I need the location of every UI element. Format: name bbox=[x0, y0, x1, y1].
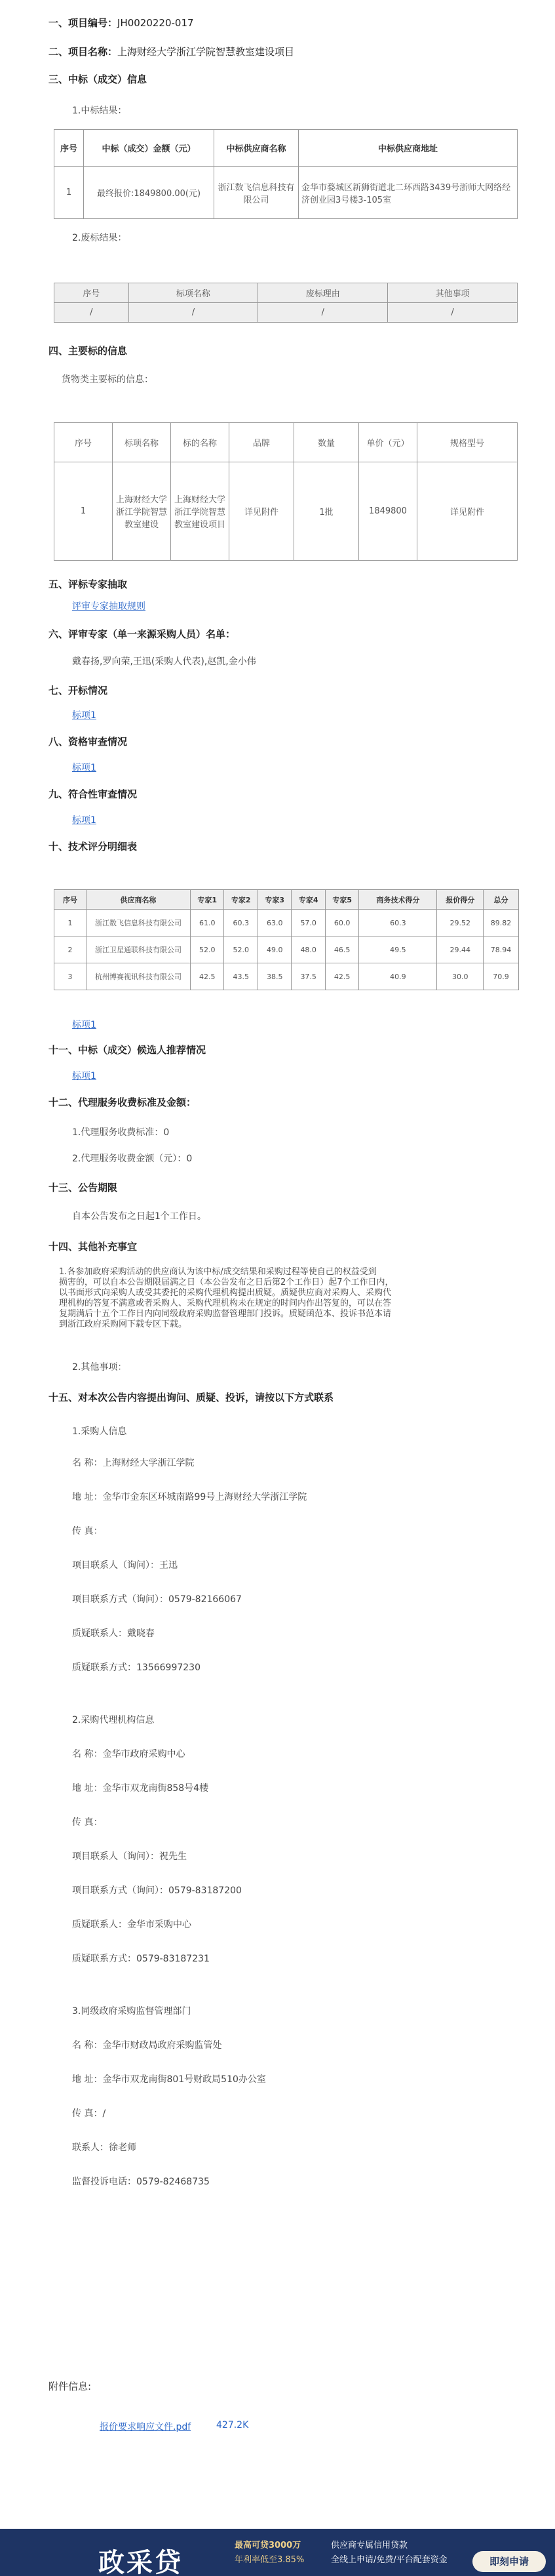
banner-promo-line: 年利率低至3.85% bbox=[235, 2555, 305, 2565]
section-5-heading: 五、评标专家抽取 bbox=[48, 578, 128, 590]
score-header-e4: 专家4 bbox=[292, 890, 325, 910]
promo-banner[interactable] bbox=[0, 2529, 555, 2576]
score-cell: 30.0 bbox=[437, 963, 484, 990]
contact-line: 项目联系人（询问）：王迅 bbox=[72, 1560, 178, 1571]
goods-header-seq: 序号 bbox=[54, 423, 113, 462]
score-cell: 38.5 bbox=[258, 963, 291, 990]
section-14-heading: 十四、其他补充事宜 bbox=[48, 1241, 138, 1253]
score-cell: 46.5 bbox=[325, 936, 358, 963]
award-cell-amount: 最终报价:1849800.00(元) bbox=[84, 167, 214, 219]
award-cell-seq: 1 bbox=[54, 167, 84, 219]
score-header-e2: 专家2 bbox=[224, 890, 258, 910]
contact-line: 项目联系方式（询问）：0579-82166067 bbox=[72, 1594, 242, 1605]
score-cell: 60.3 bbox=[359, 910, 437, 936]
section-10-heading: 十、技术评分明细表 bbox=[48, 841, 138, 853]
score-cell: 70.9 bbox=[484, 963, 519, 990]
attachment-file-link[interactable]: 报价要求响应文件.pdf bbox=[100, 2422, 191, 2432]
award-header-supplier: 中标供应商名称 bbox=[214, 130, 299, 167]
score-cell: 61.0 bbox=[191, 910, 224, 936]
goods-header-brand: 品牌 bbox=[229, 423, 294, 462]
fail-cell-reason: / bbox=[258, 303, 388, 323]
complaint-line: 以书面形式向采购人或受其委托的采购代理机构提出质疑。质疑供应商对采购人、采购代 bbox=[59, 1288, 392, 1298]
complaint-line: 损害的，可以自本公告期限届满之日（本公告发布之日后第2个工作日）起7个工作日内， bbox=[59, 1278, 394, 1287]
score-cell: 43.5 bbox=[224, 963, 258, 990]
score-cell: 3 bbox=[54, 963, 86, 990]
contact-line: 项目联系方式（询问）：0579-83187200 bbox=[72, 1885, 242, 1896]
goods-cell-price: 1849800 bbox=[359, 462, 417, 561]
score-cell: 60.0 bbox=[325, 910, 358, 936]
other-matters: 2.其他事项： bbox=[72, 1362, 127, 1373]
compliance-item-link[interactable]: 标项1 bbox=[72, 815, 96, 826]
score-cell: 29.44 bbox=[437, 936, 484, 963]
score-cell: 42.5 bbox=[325, 963, 358, 990]
banner-promo-line: 全线上申请/免费/平台配套资金 bbox=[331, 2555, 448, 2565]
fee-standard: 1.代理服务收费标准：0 bbox=[72, 1127, 170, 1138]
complaint-line: 理机构的答复不满意或者采购人、采购代理机构未在规定的时间内作出答复的，可以在答 bbox=[59, 1298, 392, 1308]
fail-cell-other: / bbox=[388, 303, 518, 323]
score-header-price: 报价得分 bbox=[437, 890, 484, 910]
contact-line: 2.采购代理机构信息 bbox=[72, 1715, 155, 1725]
award-header-address: 中标供应商地址 bbox=[299, 130, 518, 167]
award-result-label: 1.中标结果： bbox=[72, 106, 127, 116]
award-cell-address: 金华市婺城区新狮街道北二环西路3439号浙师大网络经济创业园3号楼3-105室 bbox=[299, 167, 518, 219]
table-row bbox=[54, 462, 518, 561]
score-header-seq: 序号 bbox=[54, 890, 86, 910]
contact-line: 地 址：金华市双龙南街801号财政局510办公室 bbox=[72, 2074, 266, 2085]
score-cell: 浙江卫星通联科技有限公司 bbox=[86, 936, 191, 963]
score-cell: 2 bbox=[54, 936, 86, 963]
award-header-seq: 序号 bbox=[54, 130, 84, 167]
goods-cell-target: 上海财经大学浙江学院智慧教室建设项目 bbox=[171, 462, 229, 561]
contact-line: 地 址：金华市双龙南街858号4楼 bbox=[72, 1783, 209, 1794]
score-cell: 29.52 bbox=[437, 910, 484, 936]
section-7-heading: 七、开标情况 bbox=[48, 685, 108, 696]
section-3-heading: 三、中标（成交）信息 bbox=[48, 73, 147, 85]
table-row bbox=[54, 303, 518, 323]
score-header-e3: 专家3 bbox=[258, 890, 291, 910]
complaint-notice bbox=[59, 1267, 518, 1330]
goods-cell-seq: 1 bbox=[54, 462, 113, 561]
goods-header-price: 单价（元） bbox=[359, 423, 417, 462]
complaint-line: 到浙江政府采购网下载专区下载。 bbox=[59, 1319, 187, 1329]
table-row bbox=[54, 963, 519, 990]
score-cell: 49.5 bbox=[359, 936, 437, 963]
main-goods-table bbox=[54, 422, 518, 561]
award-header-amount: 中标（成交）金额（元） bbox=[84, 130, 214, 167]
goods-header-target: 标的名称 bbox=[171, 423, 229, 462]
qualification-item-link[interactable]: 标项1 bbox=[72, 763, 96, 773]
contact-line: 地 址：金华市金东区环城南路99号上海财经大学浙江学院 bbox=[72, 1492, 307, 1502]
goods-cell-model: 详见附件 bbox=[417, 462, 518, 561]
score-cell: 42.5 bbox=[191, 963, 224, 990]
contact-line: 1.采购人信息 bbox=[72, 1426, 127, 1437]
failed-bid-table bbox=[54, 283, 518, 323]
project-number-value: JH0020220-017 bbox=[117, 17, 194, 29]
notice-period: 自本公告发布之日起1个工作日。 bbox=[72, 1211, 206, 1222]
contact-line: 传 真： bbox=[72, 1817, 103, 1828]
section-15-heading: 十五、对本次公告内容提出询问、质疑、投诉，请按以下方式联系 bbox=[48, 1392, 334, 1403]
section-11-heading: 十一、中标（成交）候选人推荐情况 bbox=[48, 1044, 206, 1056]
section-4-heading: 四、主要标的信息 bbox=[48, 345, 128, 357]
contact-line: 联系人：徐老师 bbox=[72, 2143, 136, 2153]
goods-header-model: 规格型号 bbox=[417, 423, 518, 462]
table-row bbox=[54, 167, 518, 219]
banner-promo-line: 供应商专属信用贷款 bbox=[331, 2541, 408, 2550]
score-header-supplier: 供应商名称 bbox=[86, 890, 191, 910]
goods-intro: 货物类主要标的信息： bbox=[62, 374, 153, 385]
banner-logo: 政采贷 bbox=[98, 2548, 183, 2576]
goods-cell-item: 上海财经大学浙江学院智慧教室建设 bbox=[113, 462, 171, 561]
score-item-link[interactable]: 标项1 bbox=[72, 1020, 96, 1030]
section-13-heading: 十三、公告期限 bbox=[48, 1182, 118, 1194]
score-cell: 52.0 bbox=[191, 936, 224, 963]
score-cell: 48.0 bbox=[292, 936, 325, 963]
fail-cell-item: / bbox=[128, 303, 258, 323]
project-name-value: 上海财经大学浙江学院智慧教室建设项目 bbox=[117, 46, 295, 58]
project-number bbox=[48, 16, 194, 30]
goods-header-item: 标项名称 bbox=[113, 423, 171, 462]
section-9-heading: 九、符合性审查情况 bbox=[48, 788, 138, 800]
section-8-heading: 八、资格审查情况 bbox=[48, 736, 128, 748]
contact-line: 项目联系人（询问）：祝先生 bbox=[72, 1851, 187, 1862]
score-cell: 89.82 bbox=[484, 910, 519, 936]
score-cell: 63.0 bbox=[258, 910, 291, 936]
failed-bid-label: 2.废标结果： bbox=[72, 233, 127, 243]
banner-promo-line: 最高可贷3000万 bbox=[235, 2541, 301, 2550]
score-cell: 49.0 bbox=[258, 936, 291, 963]
score-cell: 37.5 bbox=[292, 963, 325, 990]
table-row bbox=[54, 910, 519, 936]
project-name-label: 二、项目名称： bbox=[48, 46, 118, 58]
score-cell: 40.9 bbox=[359, 963, 437, 990]
contact-line: 名 称：上海财经大学浙江学院 bbox=[72, 1458, 195, 1468]
contact-line: 传 真：/ bbox=[72, 2108, 106, 2119]
expert-rules-link[interactable]: 评审专家抽取规则 bbox=[72, 601, 145, 612]
fail-header-reason: 废标理由 bbox=[258, 283, 388, 303]
award-result-table bbox=[54, 129, 518, 219]
contact-line: 传 真： bbox=[72, 1526, 103, 1537]
complaint-line: 1.各参加政府采购活动的供应商认为该中标/成交结果和采购过程等使自己的权益受到 bbox=[59, 1267, 377, 1277]
candidate-item-link[interactable]: 标项1 bbox=[72, 1071, 96, 1081]
score-header-total: 总分 bbox=[484, 890, 519, 910]
contact-line: 名 称：金华市财政局政府采购监管处 bbox=[72, 2040, 222, 2051]
contact-line: 质疑联系方式：0579-83187231 bbox=[72, 1954, 210, 1964]
attachment-heading: 附件信息: bbox=[48, 2381, 92, 2392]
complaint-line: 复期满后十五个工作日内向同级政府采购监督管理部门投诉。质疑函范本、投诉书范本请 bbox=[59, 1309, 392, 1319]
section-6-heading: 六、评审专家（单一来源采购人员）名单： bbox=[48, 628, 236, 640]
goods-cell-qty: 1批 bbox=[294, 462, 359, 561]
score-header-e5: 专家5 bbox=[325, 890, 358, 910]
contact-line: 质疑联系人：戴晓春 bbox=[72, 1628, 155, 1639]
score-cell: 杭州博赛视讯科技有限公司 bbox=[86, 963, 191, 990]
score-cell: 78.94 bbox=[484, 936, 519, 963]
table-row bbox=[54, 936, 519, 963]
award-cell-supplier: 浙江数飞信息科技有限公司 bbox=[214, 167, 299, 219]
score-cell: 52.0 bbox=[224, 936, 258, 963]
goods-cell-brand: 详见附件 bbox=[229, 462, 294, 561]
project-number-label: 一、项目编号： bbox=[48, 17, 118, 29]
fee-amount: 2.代理服务收费金额（元）：0 bbox=[72, 1154, 193, 1164]
section-12-heading: 十二、代理服务收费标准及金额： bbox=[48, 1097, 197, 1108]
contact-line: 监督投诉电话：0579-82468735 bbox=[72, 2177, 210, 2187]
fail-header-seq: 序号 bbox=[54, 283, 129, 303]
score-header-tech: 商务技术得分 bbox=[359, 890, 437, 910]
attachment-file-size: 427.2K bbox=[216, 2420, 249, 2430]
score-table bbox=[54, 889, 519, 990]
score-header-e1: 专家1 bbox=[191, 890, 224, 910]
score-cell: 60.3 bbox=[224, 910, 258, 936]
score-cell: 1 bbox=[54, 910, 86, 936]
opening-item-link[interactable]: 标项1 bbox=[72, 710, 96, 721]
fail-header-other: 其他事项 bbox=[388, 283, 518, 303]
project-name bbox=[48, 45, 294, 58]
contact-line: 名 称：金华市政府采购中心 bbox=[72, 1749, 185, 1760]
score-cell: 浙江数飞信息科技有限公司 bbox=[86, 910, 191, 936]
score-cell: 57.0 bbox=[292, 910, 325, 936]
contact-line: 质疑联系人：金华市采购中心 bbox=[72, 1920, 191, 1930]
apply-now-button[interactable]: 即刻申请 bbox=[472, 2551, 546, 2572]
expert-names: 戴春扬,罗向荣,王迅(采购人代表),赵凯,金小伟 bbox=[72, 656, 256, 667]
fail-header-item: 标项名称 bbox=[128, 283, 258, 303]
goods-header-qty: 数量 bbox=[294, 423, 359, 462]
contact-line: 3.同级政府采购监督管理部门 bbox=[72, 2006, 191, 2017]
contact-line: 质疑联系方式：13566997230 bbox=[72, 1662, 201, 1673]
fail-cell-seq: / bbox=[54, 303, 129, 323]
